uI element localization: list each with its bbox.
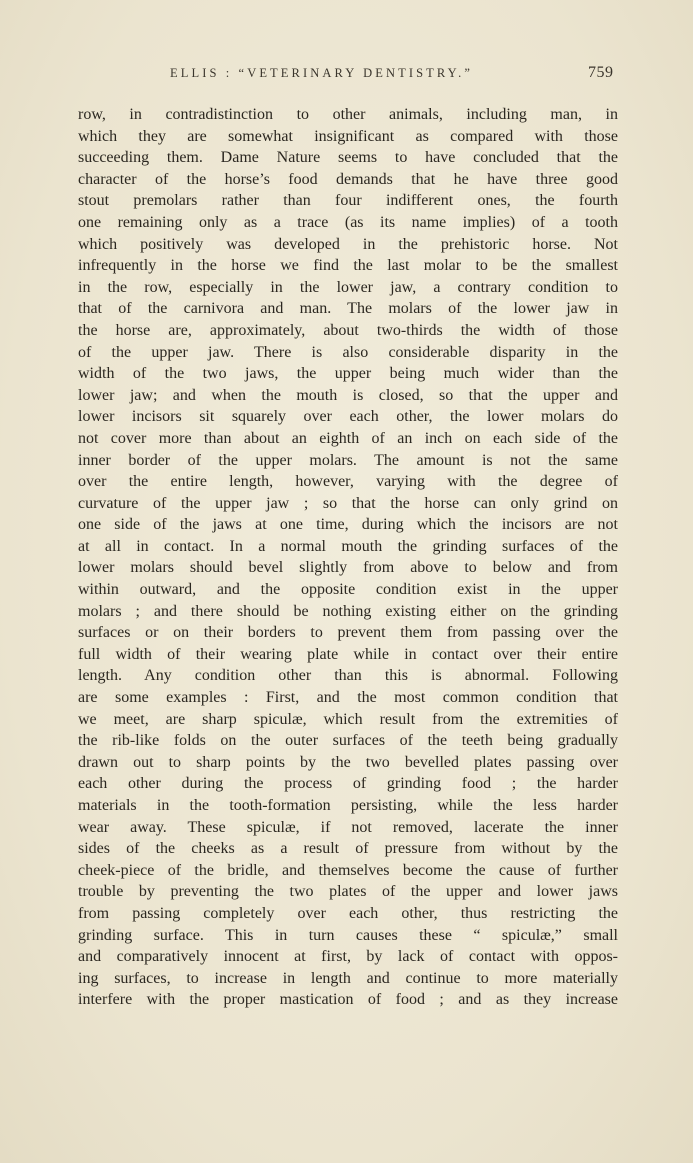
text-line: not cover more than about an eighth of an inch on each side of the bbox=[78, 429, 618, 447]
text-line: character of the horse’s food demands that he have three good bbox=[78, 170, 618, 188]
text-line: drawn out to sharp points by the two bevelled plates passing over bbox=[78, 753, 618, 771]
text-line: are some examples : First, and the most common condition that bbox=[78, 689, 618, 707]
text-line: cheek-piece of the bridle, and themselves become the cause of further bbox=[78, 861, 618, 879]
text-line: we meet, are sharp spiculæ, which result from the extremities of bbox=[78, 710, 618, 728]
page-number: 759 bbox=[588, 64, 614, 81]
text-line: width of the two jaws, the upper being much wider than the bbox=[78, 365, 618, 383]
text-line: succeeding them. Dame Nature seems to have concluded that the bbox=[78, 149, 618, 167]
body-text bbox=[78, 104, 618, 1011]
running-head bbox=[0, 64, 693, 88]
text-line: at all in contact. In a normal mouth the grinding surfaces of the bbox=[78, 537, 618, 555]
text-line: inner border of the upper molars. The amount is not the same bbox=[78, 451, 618, 469]
text-line: from passing completely over each other, thus restricting the bbox=[78, 904, 618, 922]
text-line: surfaces or on their borders to prevent them from passing over the bbox=[78, 624, 618, 642]
text-line: which positively was developed in the prehistoric horse. Not bbox=[78, 235, 618, 253]
text-line: one side of the jaws at one time, during which the incisors are not bbox=[78, 516, 618, 534]
text-line: infrequently in the horse we find the last molar to be the smallest bbox=[78, 257, 618, 275]
text-line: row, in contradistinction to other animals, including man, in bbox=[78, 106, 618, 123]
text-line: that of the carnivora and man. The molars of the lower jaw in bbox=[78, 300, 618, 318]
text-line: sides of the cheeks as a result of pressure from without by the bbox=[78, 840, 618, 858]
text-line: the rib-like folds on the outer surfaces of the teeth being gradually bbox=[78, 732, 618, 750]
text-line: trouble by preventing the two plates of the upper and lower jaws bbox=[78, 883, 618, 901]
text-line: wear away. These spiculæ, if not removed, lacerate the inner bbox=[78, 818, 618, 836]
text-line: lower molars should bevel slightly from above to below and from bbox=[78, 559, 618, 577]
text-line: over the entire length, however, varying with the degree of bbox=[78, 473, 618, 491]
text-line: materials in the tooth-formation persisting, while the less harder bbox=[78, 797, 618, 814]
text-line: stout premolars rather than four indifferent ones, the fourth bbox=[78, 192, 618, 210]
text-line: lower jaw; and when the mouth is closed, so that the upper and bbox=[78, 386, 618, 404]
text-line: of the upper jaw. There is also considerable disparity in the bbox=[78, 343, 618, 361]
text-line: which they are somewhat insignificant as compared with those bbox=[78, 127, 618, 145]
text-line: full width of their wearing plate while in contact over their entire bbox=[78, 645, 618, 663]
text-line: molars ; and there should be nothing existing either on the grinding bbox=[78, 602, 618, 620]
text-line: and comparatively innocent at first, by lack of contact with oppos- bbox=[78, 948, 618, 966]
text-line: curvature of the upper jaw ; so that the horse can only grind on bbox=[78, 494, 618, 512]
text-line: each other during the process of grinding food ; the harder bbox=[78, 775, 618, 793]
text-line: in the row, especially in the lower jaw, a contrary condition to bbox=[78, 278, 618, 296]
text-line: ing surfaces, to increase in length and continue to more materially bbox=[78, 969, 618, 987]
text-line: the horse are, approximately, about two-thirds the width of those bbox=[78, 321, 618, 339]
running-title: ELLIS : “VETERINARY DENTISTRY.” bbox=[170, 66, 474, 80]
text-line: within outward, and the opposite condition exist in the upper bbox=[78, 581, 618, 599]
text-line: length. Any condition other than this is abnormal. Following bbox=[78, 667, 618, 685]
text-line: interfere with the proper mastication of food ; and as they increase bbox=[78, 991, 618, 1009]
text-line: grinding surface. This in turn causes these “ spiculæ,” small bbox=[78, 926, 618, 944]
text-line: lower incisors sit squarely over each other, the lower molars do bbox=[78, 408, 618, 426]
text-line: one remaining only as a trace (as its name implies) of a tooth bbox=[78, 213, 618, 231]
